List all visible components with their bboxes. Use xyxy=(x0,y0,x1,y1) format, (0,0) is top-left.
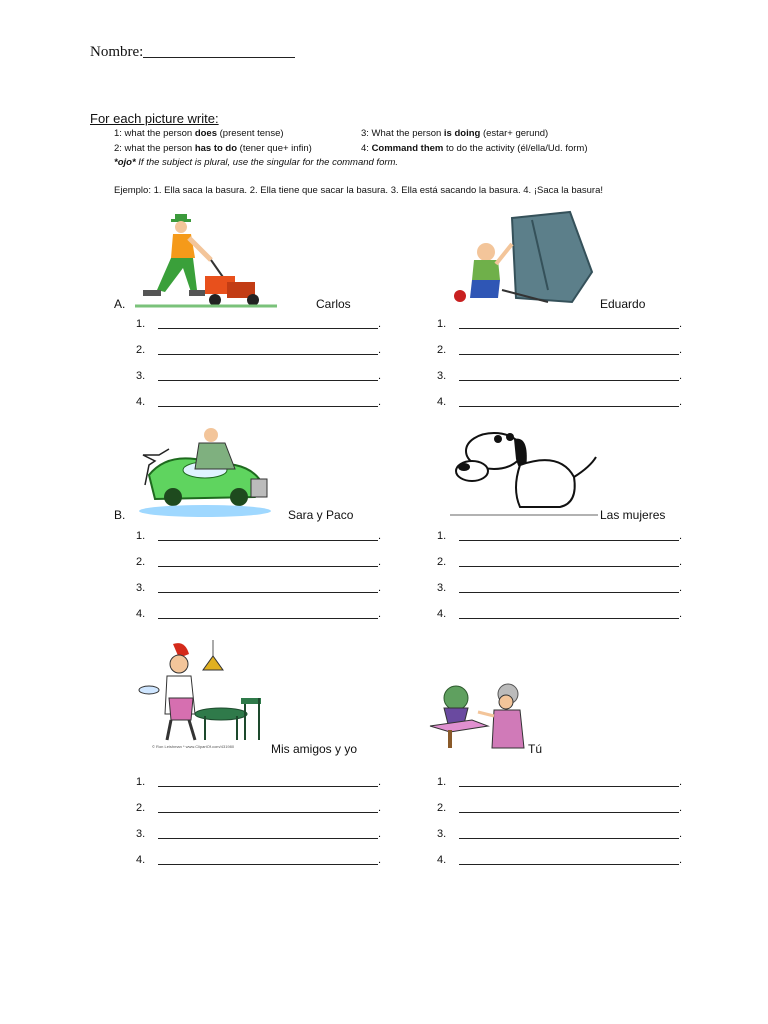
tu-label: Tú xyxy=(528,742,543,756)
item-b-letter: B. xyxy=(114,508,126,522)
answer-line-tu-4[interactable]: 4. . xyxy=(437,854,683,866)
car-washing-icon xyxy=(135,425,285,520)
man-suitcase-icon xyxy=(452,210,594,306)
answer-line-a-4[interactable]: 4. . xyxy=(136,396,382,408)
dog-icon xyxy=(450,415,598,518)
item-a-letter: A. xyxy=(114,297,126,311)
clipart-credit: © Ron Leishman * www.ClipartOf.com/431980 xyxy=(152,744,235,749)
instruction-3: 3: What the person is doing (estar+ gerund) xyxy=(361,128,549,139)
answer-line-c-4[interactable]: 4. . xyxy=(136,854,382,866)
carlos-label: Carlos xyxy=(316,297,351,311)
answer-line-c-2[interactable]: 2. . xyxy=(136,802,382,814)
instruction-4: 4: Command them to do the activity (él/ella/Ud. form) xyxy=(361,143,588,154)
nombre-field[interactable] xyxy=(90,44,295,61)
answer-line-eduardo-1[interactable]: 1. . xyxy=(437,318,683,330)
answer-line-tu-3[interactable]: 3. . xyxy=(437,828,683,840)
answer-line-b-4[interactable]: 4. . xyxy=(136,608,382,620)
answer-line-mujeres-4[interactable]: 4. . xyxy=(437,608,683,620)
answer-line-tu-1[interactable]: 1. . xyxy=(437,776,683,788)
instruction-1: 1: what the person does (present tense) xyxy=(114,128,284,139)
answer-line-b-2[interactable]: 2. . xyxy=(136,556,382,568)
answer-line-tu-2[interactable]: 2. . xyxy=(437,802,683,814)
answer-line-c-3[interactable]: 3. . xyxy=(136,828,382,840)
instructions-title: For each picture write: xyxy=(90,111,219,126)
answer-line-a-2[interactable]: 2. . xyxy=(136,344,382,356)
answer-line-b-3[interactable]: 3. . xyxy=(136,582,382,594)
answer-line-mujeres-2[interactable]: 2. . xyxy=(437,556,683,568)
answer-line-a-1[interactable]: 1. . xyxy=(136,318,382,330)
answer-line-a-3[interactable]: 3. . xyxy=(136,370,382,382)
example-sentence: Ejemplo: 1. Ella saca la basura. 2. Ella tiene que sacar la basura. 3. Ella está sacando la basura. 4. ¡Saca la basura! xyxy=(114,185,604,196)
answer-line-mujeres-3[interactable]: 3. . xyxy=(437,582,683,594)
waiter-table-icon xyxy=(135,640,267,748)
ojo-note: *ojo* If the subject is plural, use the singular for the command form. xyxy=(114,157,399,168)
instruction-2: 2: what the person has to do (tener que+ infin) xyxy=(114,143,312,154)
answer-line-eduardo-2[interactable]: 2. . xyxy=(437,344,683,356)
eduardo-label: Eduardo xyxy=(600,297,646,311)
mis-amigos-label: Mis amigos y yo xyxy=(271,742,358,756)
nombre-label: Nombre: xyxy=(90,44,144,60)
old-lady-plant-icon xyxy=(428,680,526,752)
answer-line-mujeres-1[interactable]: 1. . xyxy=(437,530,683,542)
answer-line-eduardo-3[interactable]: 3. . xyxy=(437,370,683,382)
answer-line-b-1[interactable]: 1. . xyxy=(136,530,382,542)
lawn-mower-man-icon xyxy=(135,210,277,310)
nombre-blank[interactable] xyxy=(143,46,295,58)
answer-line-eduardo-4[interactable]: 4. . xyxy=(437,396,683,408)
las-mujeres-label: Las mujeres xyxy=(600,508,666,522)
answer-line-c-1[interactable]: 1. . xyxy=(136,776,382,788)
sara-paco-label: Sara y Paco xyxy=(288,508,354,522)
